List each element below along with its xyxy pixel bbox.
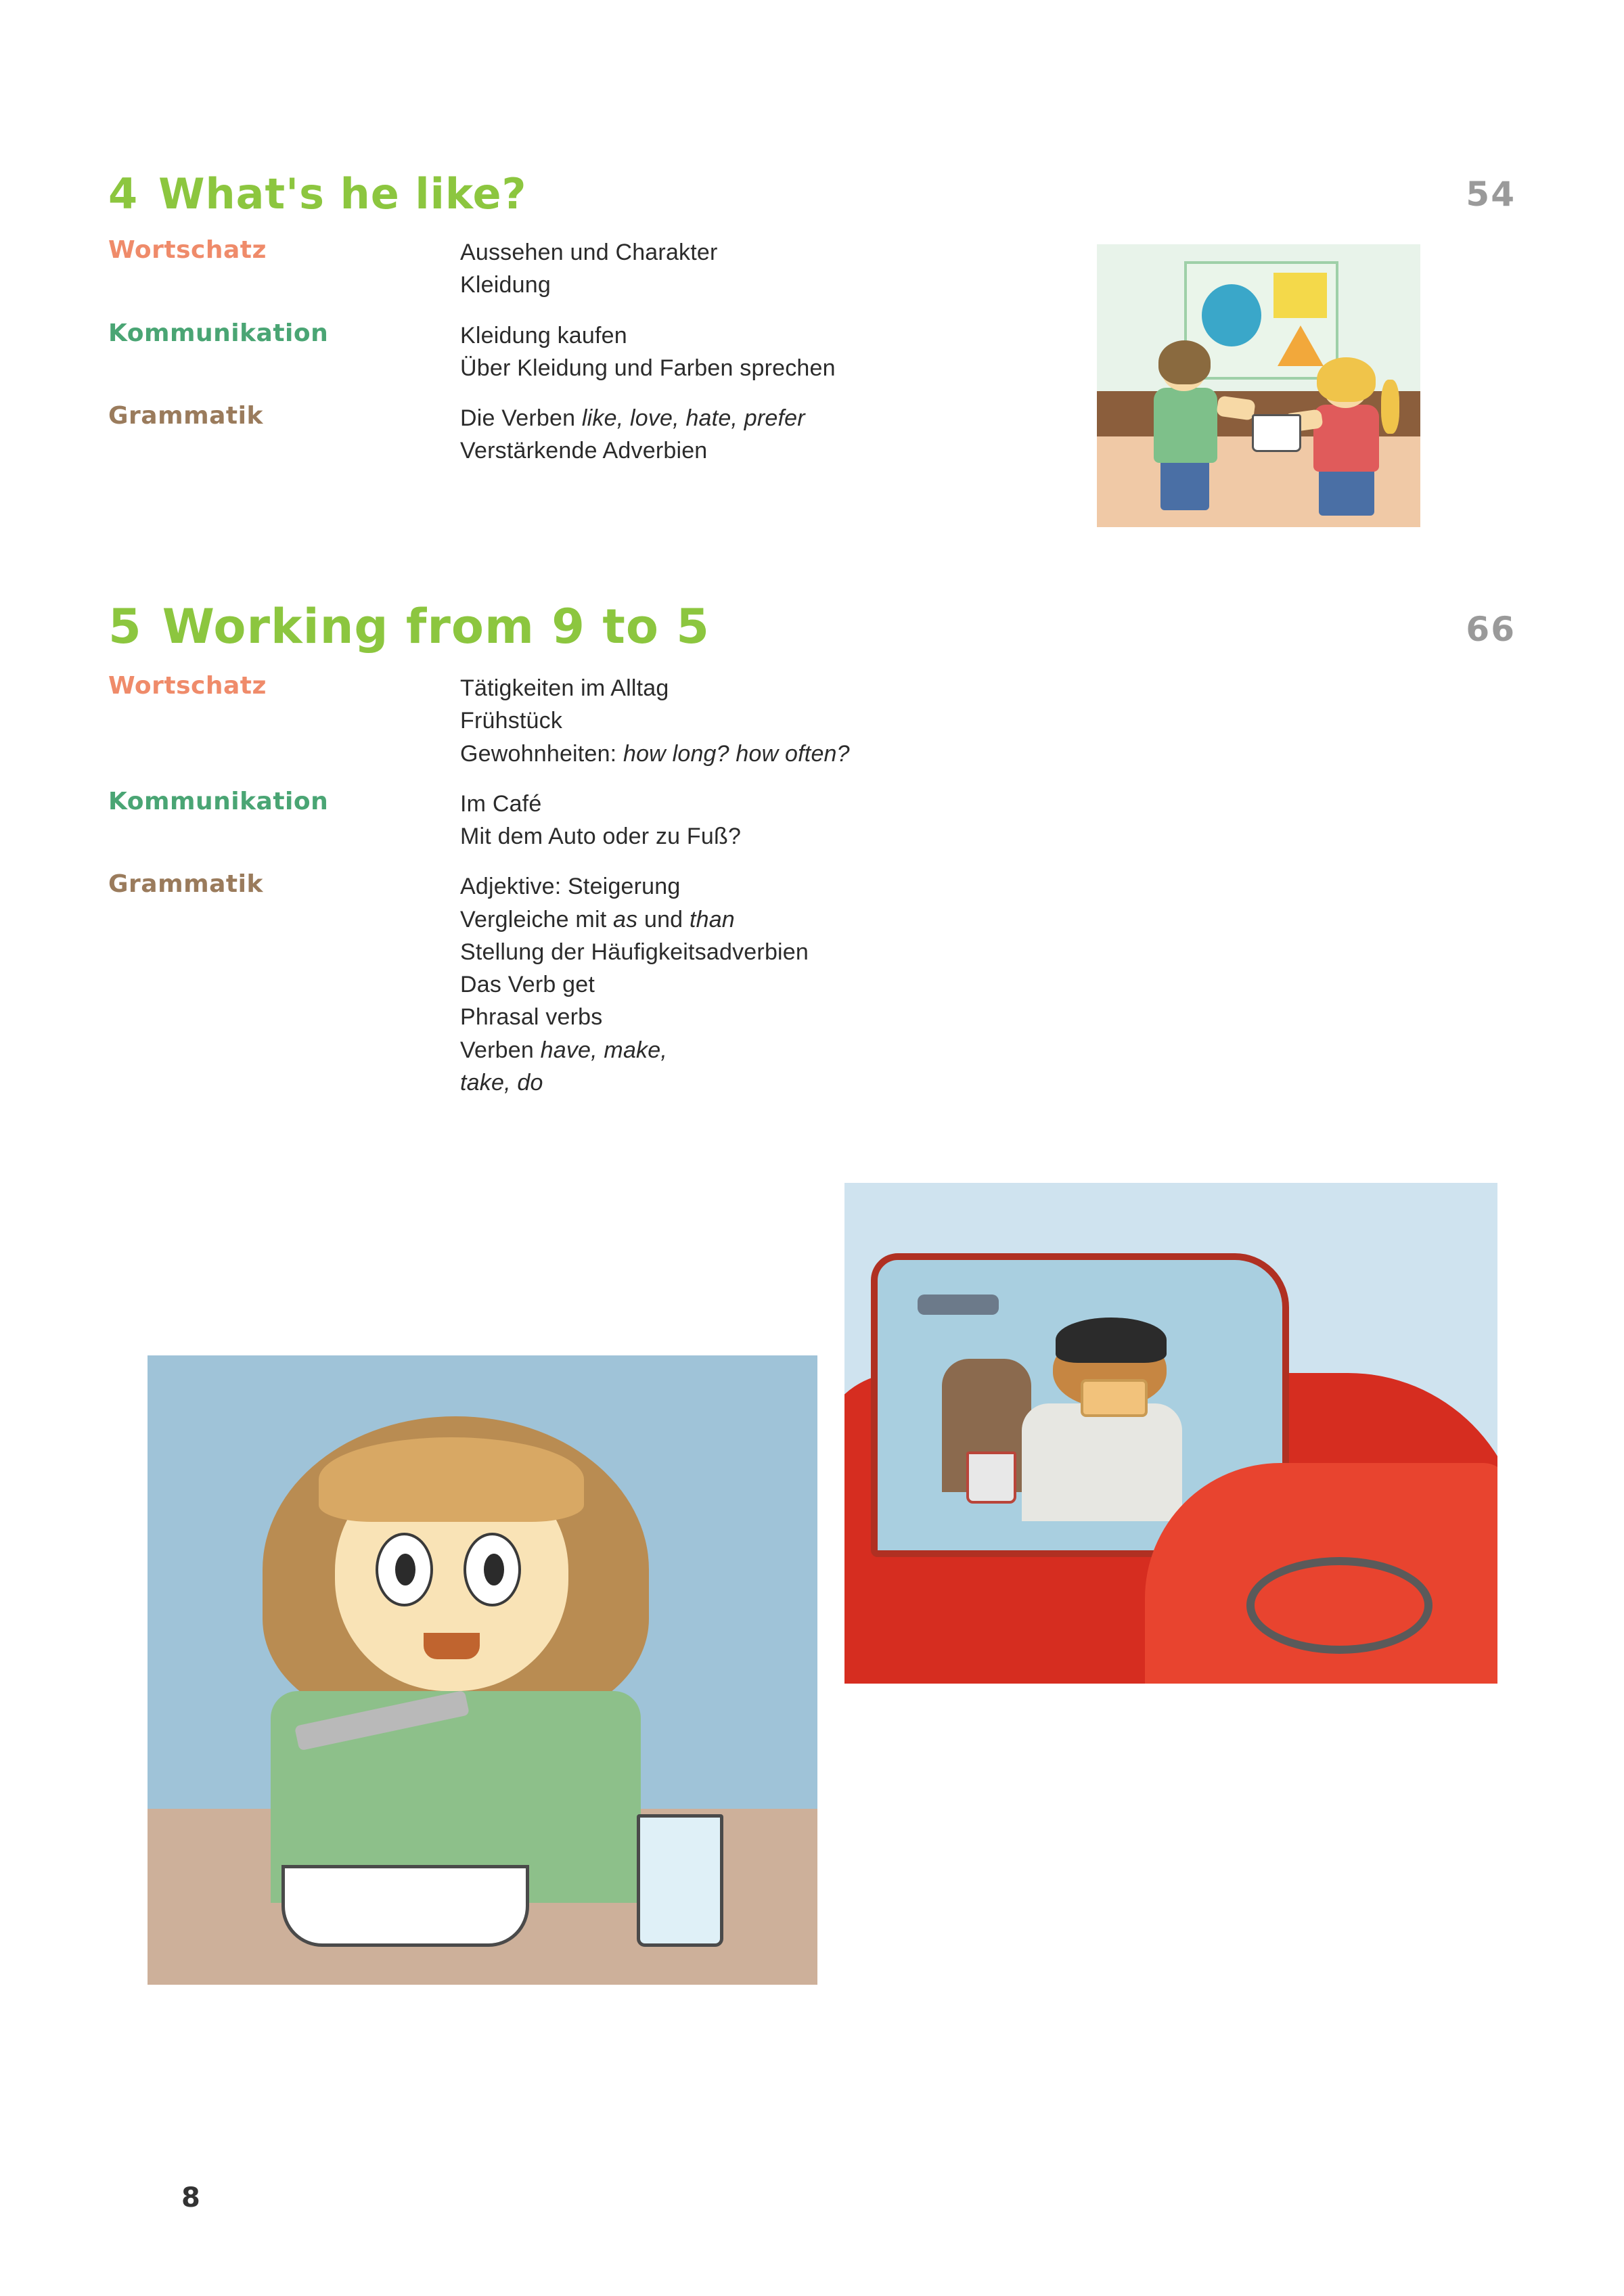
- shop-person-left: [1148, 340, 1232, 510]
- person-ponytail: [1381, 380, 1399, 434]
- row-line: Gewohnheiten: how long? how often?: [460, 740, 850, 767]
- row-line: Über Kleidung und Farben sprechen: [460, 355, 836, 381]
- shop-person-right: [1311, 357, 1395, 516]
- row-line: Das Verb get: [460, 972, 595, 998]
- girl-mouth: [424, 1633, 480, 1659]
- row-content-grammatik: [460, 870, 1516, 1099]
- illustration-man-eating-in-red-car: [842, 1181, 1499, 1686]
- driver-shirt: [1022, 1403, 1181, 1521]
- illustration-girl-eating-breakfast-cereal: [145, 1353, 819, 1987]
- girl-fringe: [319, 1437, 584, 1522]
- row-label-kommunikation: Kommunikation: [108, 319, 329, 347]
- row-content-kommunikation: [460, 788, 1516, 853]
- person-legs: [1319, 468, 1374, 516]
- row-label-kommunikation: Kommunikation: [108, 787, 329, 815]
- row-label-grammatik: Grammatik: [108, 870, 263, 899]
- row-line: Verstärkende Adverbien: [460, 438, 708, 464]
- poster-square: [1273, 273, 1327, 318]
- unit-rows-5: [108, 672, 1516, 1099]
- unit-number-5: 5: [108, 599, 142, 654]
- girl-pupil-left: [395, 1554, 415, 1585]
- unit-title-text-5: Working from 9 to 5: [162, 599, 710, 654]
- bowl-icon: [281, 1865, 529, 1948]
- unit-block-5: [108, 599, 1516, 1117]
- steering-wheel-icon: [1246, 1557, 1433, 1653]
- sandwich-icon: [1081, 1379, 1148, 1417]
- unit-title-4: [108, 169, 1516, 219]
- unit-row: [108, 672, 1516, 770]
- milk-glass-icon: [637, 1814, 724, 1947]
- row-line: Kleidung: [460, 272, 551, 298]
- unit-page-number-4: 54: [1466, 175, 1516, 214]
- row-label-grammatik: Grammatik: [108, 402, 263, 430]
- shop-cups: [1252, 414, 1301, 452]
- unit-row: [108, 870, 1516, 1099]
- row-line: Aussehen und Charakter: [460, 240, 718, 265]
- row-line: Stellung der Häufigkeitsadverbien: [460, 939, 809, 965]
- drink-cup-icon: [966, 1451, 1016, 1504]
- person-arm: [1217, 396, 1256, 421]
- row-line: Kleidung kaufen: [460, 322, 627, 348]
- row-line: Verben have, make,: [460, 1037, 668, 1063]
- girl-figure: [254, 1405, 656, 1934]
- row-line: Die Verben like, love, hate, prefer: [460, 405, 805, 432]
- driver-figure: [1031, 1318, 1185, 1521]
- rear-view-mirror-icon: [918, 1295, 999, 1315]
- row-line: Phrasal verbs: [460, 1004, 603, 1031]
- row-label-wortschatz: Wortschatz: [108, 236, 267, 264]
- row-line: Adjektive: Steigerung: [460, 874, 681, 900]
- unit-row: [108, 788, 1516, 853]
- person-body: [1313, 405, 1379, 471]
- unit-number-4: 4: [108, 169, 139, 219]
- row-line: Mit dem Auto oder zu Fuß?: [460, 824, 742, 850]
- person-hair: [1317, 357, 1376, 402]
- row-label-wortschatz: Wortschatz: [108, 672, 267, 700]
- person-hair: [1158, 340, 1211, 384]
- illustration-two-girls-shopping-cups: [1095, 242, 1422, 529]
- row-content-wortschatz: [460, 672, 1516, 770]
- row-line: Vergleiche mit as und than: [460, 906, 735, 932]
- row-line: Tätigkeiten im Alltag: [460, 675, 669, 701]
- driver-hair: [1056, 1318, 1167, 1362]
- row-line: Frühstück: [460, 708, 563, 734]
- unit-title-5: [108, 599, 1516, 654]
- row-line: Im Café: [460, 790, 542, 817]
- row-line: take, do: [460, 1069, 543, 1096]
- person-body: [1154, 388, 1217, 462]
- unit-page-number-5: 66: [1466, 610, 1516, 649]
- girl-pupil-right: [484, 1554, 504, 1585]
- person-legs: [1160, 459, 1209, 510]
- unit-title-text-4: What's he like?: [158, 169, 527, 219]
- poster-circle: [1202, 284, 1261, 346]
- page-number-footer: 8: [181, 2182, 200, 2213]
